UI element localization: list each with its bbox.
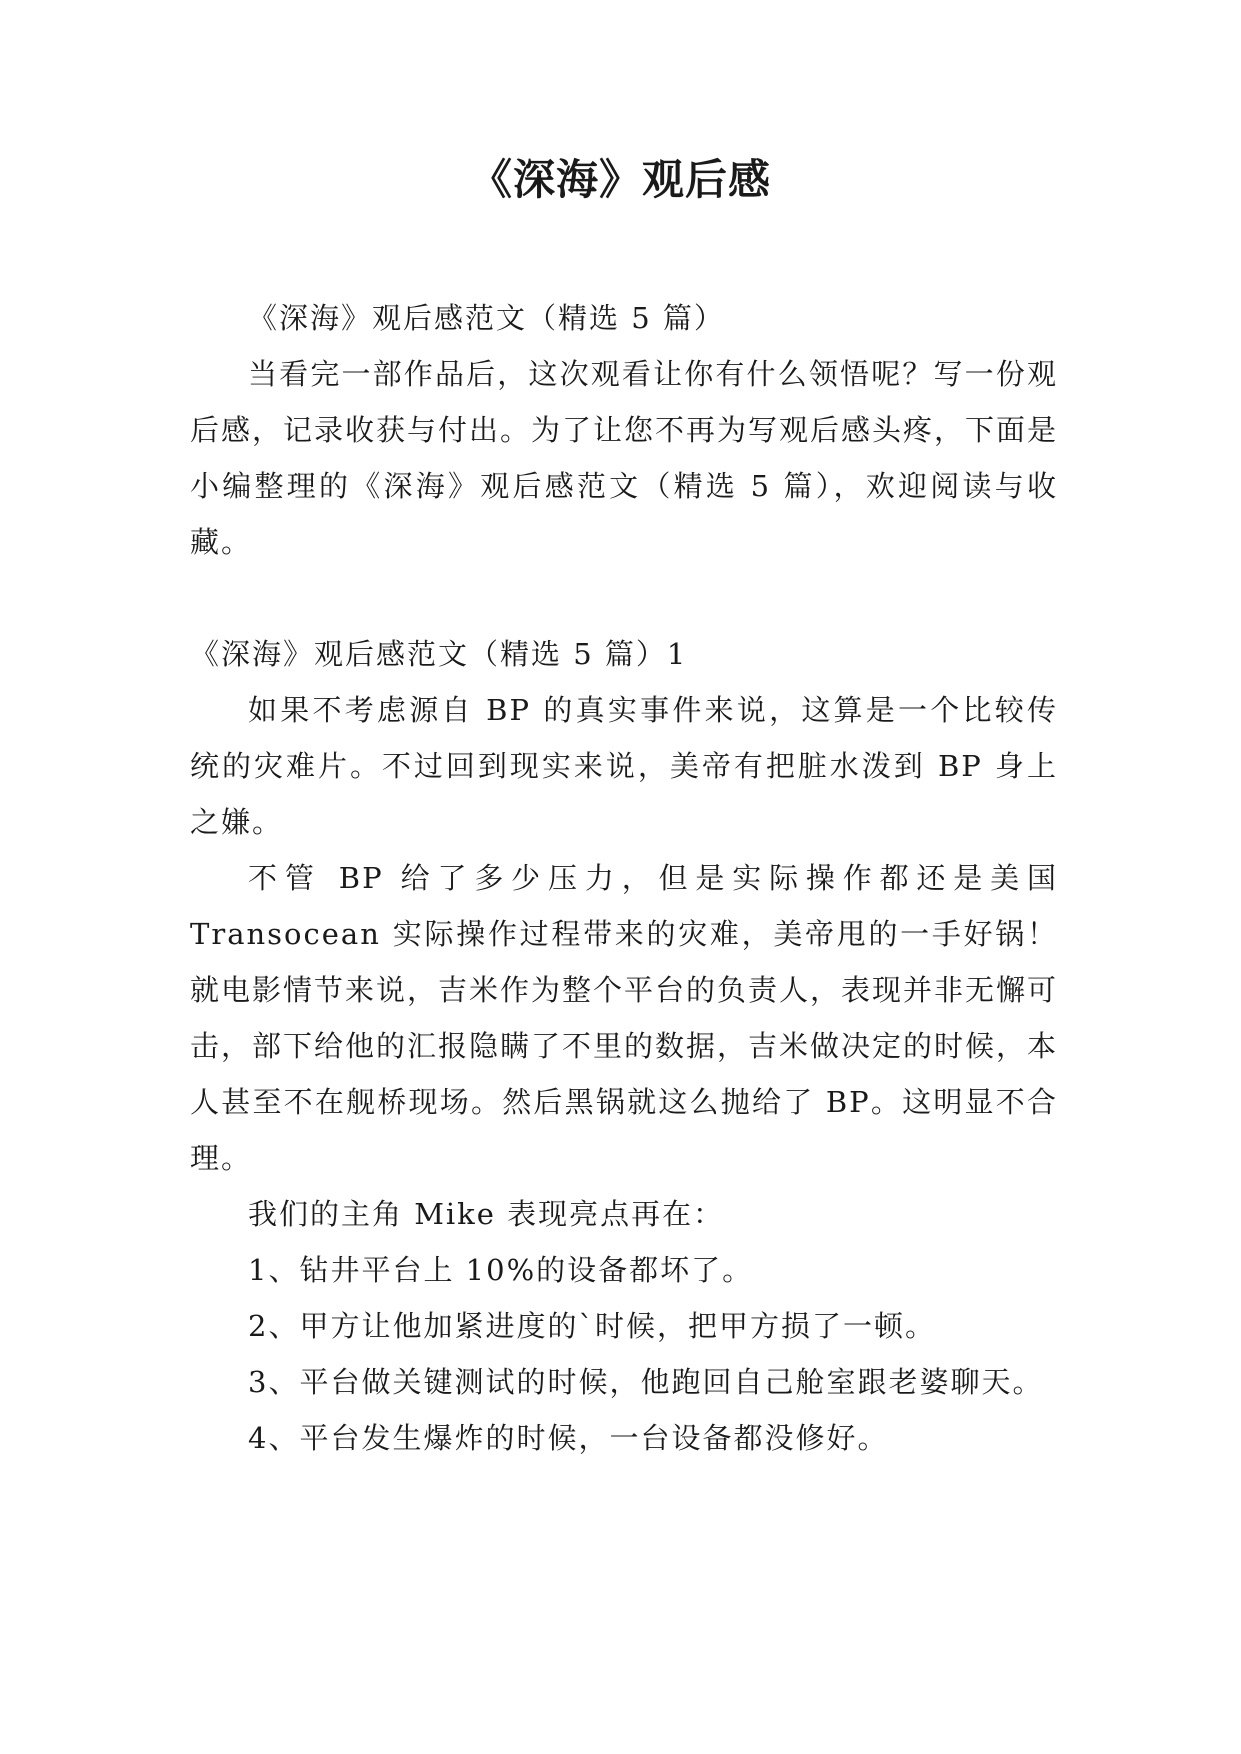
body-paragraph: 不管 BP 给了多少压力，但是实际操作都还是美国 Transocean 实际操作过程带来的灾难，美帝甩的一手好锅！就电影情节来说，吉米作为整个平台的负责人，表现并非无懈可击，部下给他的汇报隐瞒了不里的数据，吉米做决定的时候，本人甚至不在舰桥现场。然后黑锅就这么抛给了 BP。这明显不合理。	[190, 861, 1059, 1175]
body-paragraph: 如果不考虑源自 BP 的真实事件来说，这算是一个比较传统的灾难片。不过回到现实来说，美帝有把脏水泼到 BP 身上之嫌。	[190, 693, 1058, 839]
list-item: 4、平台发生爆炸的时候，一台设备都没修好。	[248, 1421, 889, 1455]
intro-paragraph: 当看完一部作品后，这次观看让你有什么领悟呢？写一份观后感，记录收获与付出。为了让您不再为写观后感头疼，下面是小编整理的《深海》观后感范文（精选 5 篇），欢迎阅读与收藏。	[190, 357, 1059, 559]
list-item: 1、钻井平台上 10%的设备都坏了。	[248, 1253, 754, 1287]
list-item: 2、甲方让他加紧进度的`时候，把甲方损了一顿。	[248, 1309, 936, 1343]
list-item: 3、平台做关键测试的时候，他跑回自己舱室跟老婆聊天。	[248, 1365, 1044, 1399]
document-title: 《深海》观后感	[469, 155, 771, 204]
document-body	[190, 290, 1058, 1466]
body-paragraph: 我们的主角 Mike 表现亮点再在：	[248, 1197, 725, 1231]
document-subtitle: 《深海》观后感范文（精选 5 篇）	[248, 301, 725, 335]
section-heading: 《深海》观后感范文（精选 5 篇）1	[190, 637, 688, 671]
